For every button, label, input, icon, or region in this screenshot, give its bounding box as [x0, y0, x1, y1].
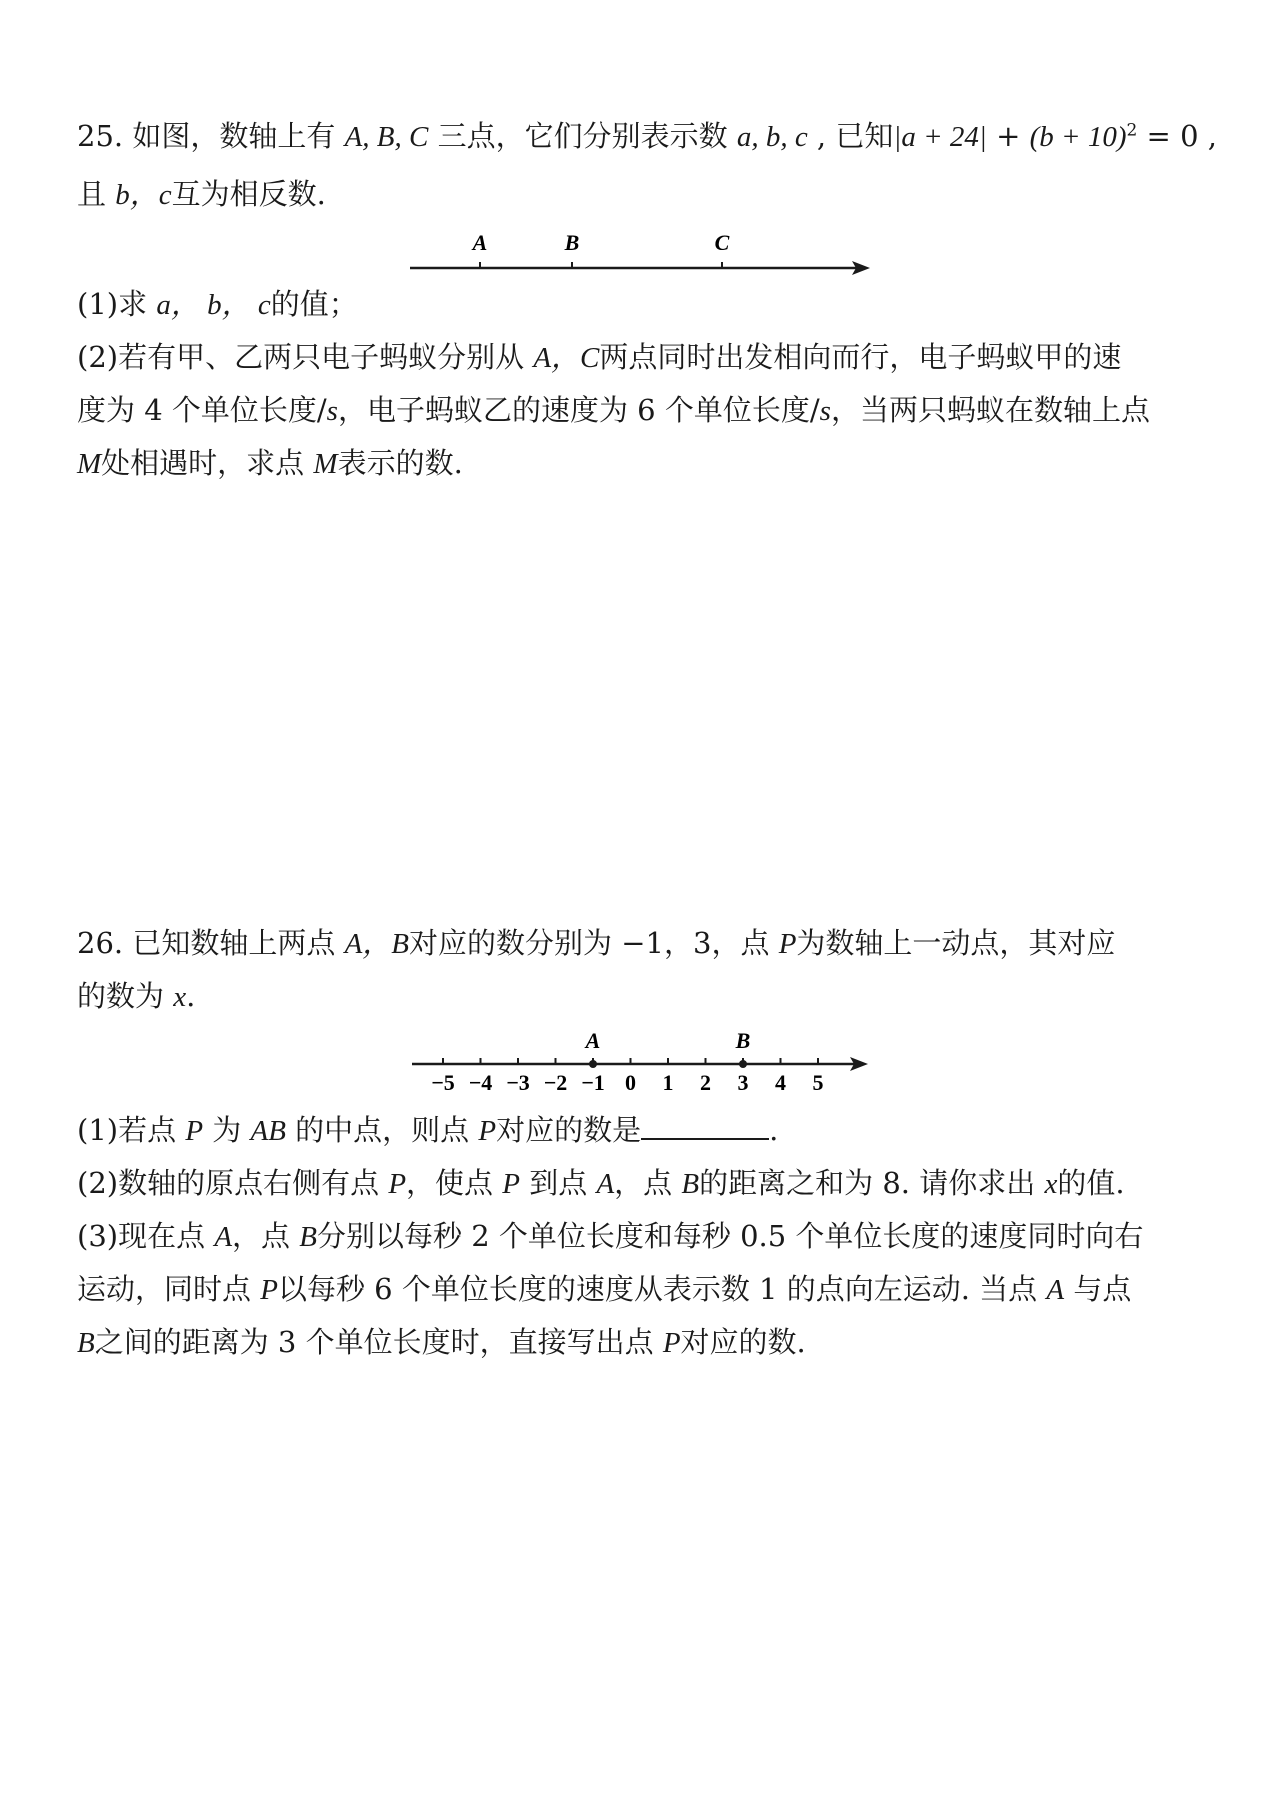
q26-part3-line1 — [77, 1218, 1143, 1255]
q26-part3-text-h: 对应的数. — [680, 1325, 806, 1359]
q25-formula-rhs: = 0 , — [1137, 119, 1217, 153]
q26-part3-var-p2: P — [662, 1327, 681, 1359]
q26-stem-var-p: P — [778, 928, 797, 960]
q26-part3-text-b: ，点 — [232, 1219, 291, 1253]
q26-part2-text-b: ，使点 — [406, 1166, 494, 1200]
q26-part2-var-p2: P — [502, 1168, 520, 1200]
q25-stem-text-d: 且 — [77, 177, 107, 211]
q25-part2-text-f: 处相遇时，求点 — [101, 446, 305, 480]
q26-part1-text-e: . — [769, 1113, 779, 1147]
q26-tick-label: 0 — [625, 1070, 636, 1095]
q26-part1-answer-blank — [641, 1112, 769, 1140]
q26-part3-text-d: 运动，同时点 — [77, 1272, 252, 1306]
q26-tick-label: −1 — [581, 1070, 605, 1095]
q26-label-a: A — [585, 1028, 601, 1053]
q26-part1-text-c: 的中点，则点 — [295, 1113, 470, 1147]
q26-part1 — [77, 1112, 778, 1149]
q26-part2-var-b: B — [681, 1168, 700, 1200]
q25-number-line-figure — [400, 228, 880, 280]
q26-stem-line1 — [77, 925, 1115, 962]
q26-stem-text-b: 对应的数分别为 — [409, 926, 613, 960]
q26-part1-var-ab: AB — [250, 1115, 286, 1147]
q26-part2-var-a: A — [596, 1168, 615, 1200]
q25-stem-text-a: 如图，数轴上有 — [132, 119, 336, 153]
q26-part2 — [77, 1165, 1125, 1202]
q25-part2-text-b: 两点同时出发相向而行，电子蚂蚁甲的速 — [599, 340, 1122, 374]
q26-part3-var-b1: B — [299, 1221, 317, 1253]
q26-part3-text-a: (3)现在点 — [77, 1219, 206, 1253]
q26-part2-var-x: x — [1044, 1168, 1058, 1200]
q26-part2-text-c: 到点 — [529, 1166, 588, 1200]
q26-stem-vars: A，B — [344, 928, 410, 960]
q26-tick-label: 1 — [662, 1070, 674, 1095]
q25-stem-text-c: , 已知 — [816, 119, 894, 153]
q26-stem-text-f: . — [186, 979, 196, 1013]
q26-stem-text-a: 已知数轴上两点 — [132, 926, 336, 960]
q26-part3-text-c: 分别以每秒 2 个单位长度和每秒 0.5 个单位长度的速度同时向右 — [316, 1219, 1144, 1253]
q26-stem-line2 — [77, 978, 195, 1015]
q25-part2-text-g: 表示的数. — [337, 446, 463, 480]
q25-label-a: A — [472, 230, 488, 255]
q25-part1 — [77, 286, 358, 323]
q25-stem-line2 — [77, 176, 326, 213]
q26-part3-var-b2: B — [77, 1327, 95, 1359]
q25-part1-text-b: 的值； — [270, 287, 358, 321]
q25-part2-text-d: ，电子蚂蚁乙的速度为 6 个单位长度/ — [337, 393, 820, 427]
q25-formula-plus: + — [986, 119, 1030, 153]
q26-tick-label: 5 — [812, 1070, 824, 1095]
q26-tick-label: 3 — [737, 1070, 749, 1095]
q25-vars-list: a, b, c — [736, 121, 808, 153]
q26-part3-text-g: 之间的距离为 3 个单位长度时，直接写出点 — [94, 1325, 654, 1359]
q26-point-a-dot — [589, 1060, 597, 1068]
q25-part2-var-m1: M — [77, 448, 102, 480]
q25-part2-text-a: (2)若有甲、乙两只电子蚂蚁分别从 — [77, 340, 525, 374]
q26-part3-var-a1: A — [214, 1221, 233, 1253]
q26-tick-label: 2 — [700, 1070, 711, 1095]
q26-tick-label: −3 — [506, 1070, 530, 1095]
q25-part2-line2 — [77, 392, 1150, 429]
q26-tick-label: −2 — [543, 1070, 568, 1095]
q26-part2-var-p1: P — [388, 1168, 407, 1200]
q26-part2-text-f: 的值. — [1057, 1166, 1125, 1200]
q26-part2-text-e: 的距离之和为 8. 请你求出 — [699, 1166, 1036, 1200]
q25-part2-unit-s2: s — [819, 395, 831, 427]
q26-part3-var-a2: A — [1046, 1274, 1065, 1306]
q25-label-c: C — [714, 230, 730, 255]
q25-number: 25. — [77, 119, 124, 153]
q26-part3-text-f: 与点 — [1073, 1272, 1132, 1306]
q26-part1-text-d: 对应的数是 — [496, 1113, 642, 1147]
q26-part3-var-p1: P — [260, 1274, 278, 1306]
q25-formula-exponent: 2 — [1126, 120, 1138, 141]
q25-part1-text-a: (1)求 — [77, 287, 148, 321]
q26-point-b-dot — [739, 1060, 747, 1068]
q25-stem-text-b: 三点，它们分别表示数 — [437, 119, 728, 153]
q26-stem-text-d: 为数轴上一动点，其对应 — [796, 926, 1116, 960]
q25-part2-text-c: 度为 4 个单位长度/ — [77, 393, 327, 427]
q25-part2-text-e: ，当两只蚂蚁在数轴上点 — [830, 393, 1150, 427]
q25-formula-abs: |a + 24| — [893, 121, 987, 153]
q26-part3-text-e: 以每秒 6 个单位长度的速度从表示数 1 的点向左运动. 当点 — [277, 1272, 1038, 1306]
q26-number-line-figure — [400, 1028, 880, 1096]
q25-points-list: A, B, C — [344, 121, 429, 153]
q26-stem-values: −1，3 — [621, 926, 712, 960]
q26-tick-label: 4 — [775, 1070, 786, 1095]
q26-stem-text-c: ，点 — [711, 926, 770, 960]
q26-part2-text-d: ，点 — [614, 1166, 673, 1200]
q26-part1-text-b: 为 — [212, 1113, 242, 1147]
q25-stem-line1 — [77, 118, 1217, 155]
q25-part1-vars: a， b， c — [156, 289, 271, 321]
q25-stem-vars: b，c — [115, 179, 172, 211]
q26-tick-label: −4 — [468, 1070, 493, 1095]
q26-part1-text-a: (1)若点 — [77, 1113, 177, 1147]
q25-part2-var-m2: M — [313, 448, 338, 480]
q26-part1-var-p2: P — [478, 1115, 497, 1147]
q25-part2-unit-s1: s — [326, 395, 338, 427]
q25-formula-square-base: (b + 10) — [1029, 121, 1127, 153]
q25-part2-line1 — [77, 339, 1121, 376]
q25-label-b: B — [564, 230, 580, 255]
q26-stem-var-x: x — [173, 981, 187, 1013]
q26-part1-var-p1: P — [185, 1115, 204, 1147]
q26-part3-line3 — [77, 1324, 806, 1361]
q25-stem-text-e: 互为相反数. — [171, 177, 326, 211]
q26-label-b: B — [735, 1028, 751, 1053]
q26-number: 26. — [77, 926, 124, 960]
q25-part2-line3 — [77, 445, 463, 482]
q25-part2-vars: A，C — [533, 342, 600, 374]
q26-part2-text-a: (2)数轴的原点右侧有点 — [77, 1166, 380, 1200]
q26-tick-label: −5 — [431, 1070, 455, 1095]
q26-part3-line2 — [77, 1271, 1131, 1308]
q26-stem-text-e: 的数为 — [77, 979, 165, 1013]
